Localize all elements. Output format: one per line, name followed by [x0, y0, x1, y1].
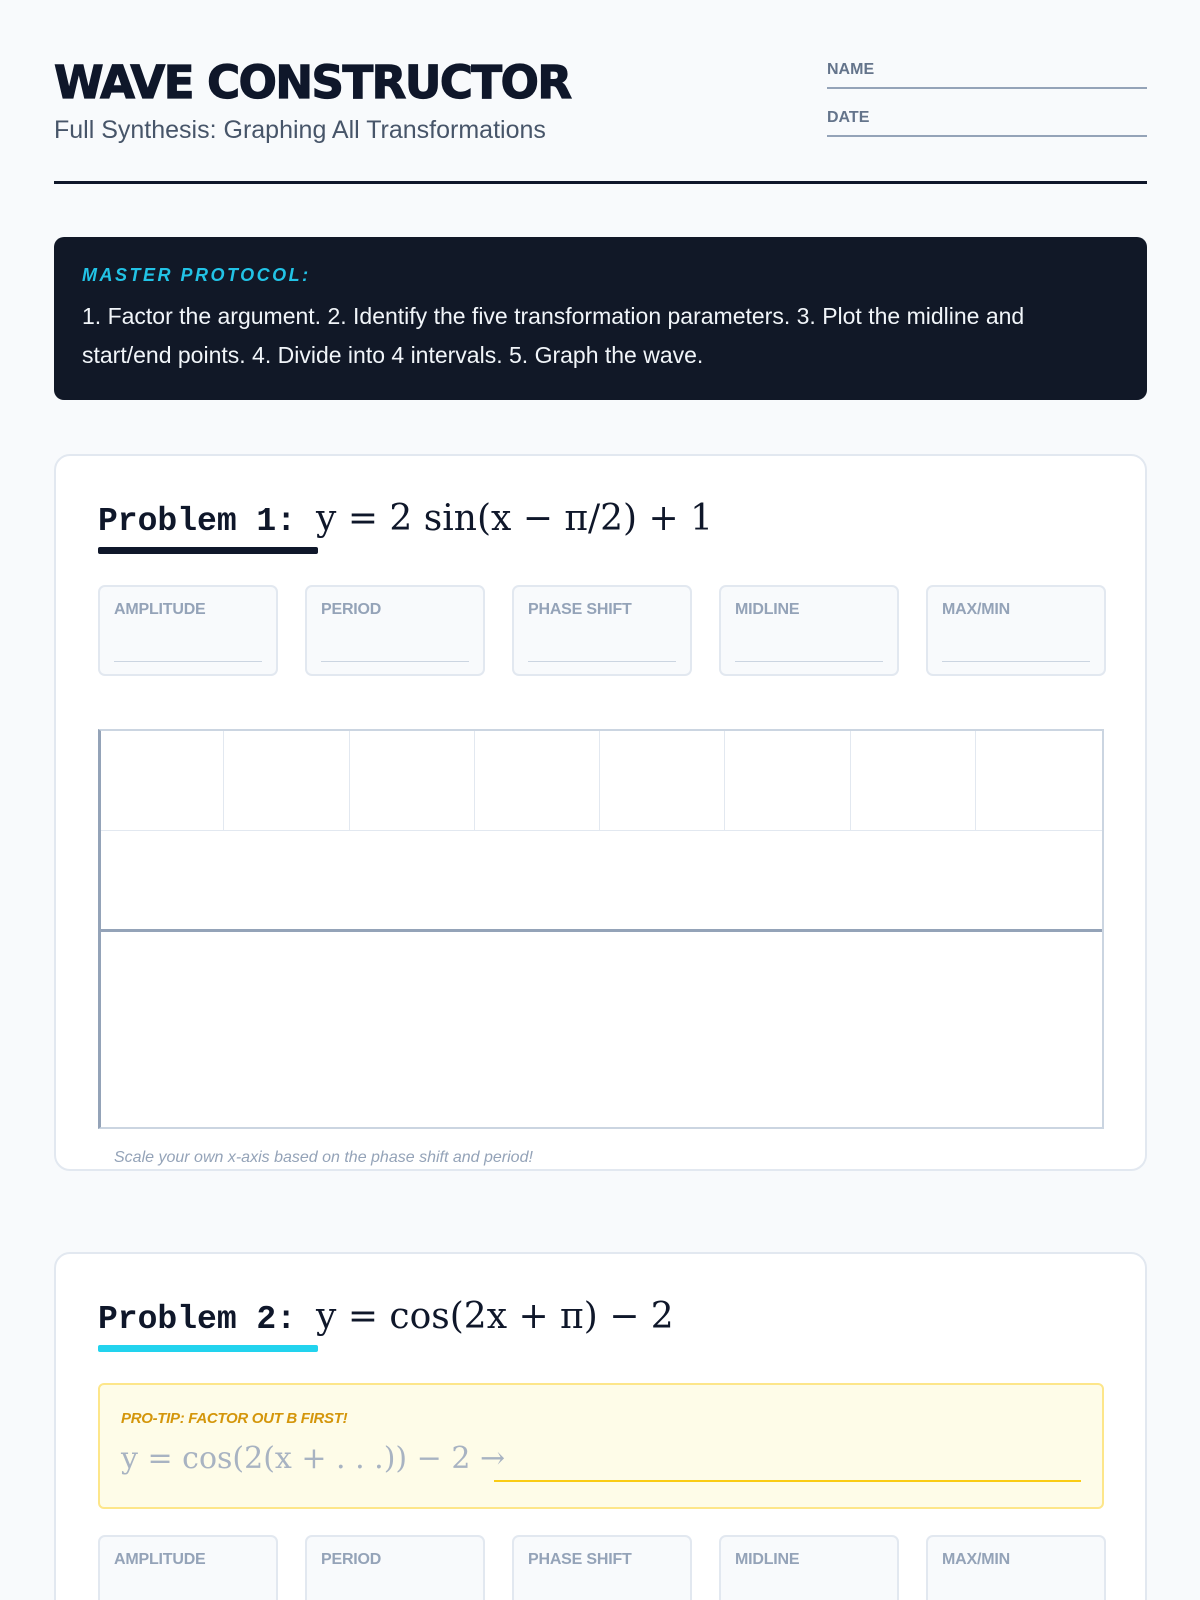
grid-line	[850, 731, 851, 830]
page-subtitle: Full Synthesis: Graphing All Transformations	[54, 116, 546, 144]
problem-2-heading	[98, 1296, 674, 1344]
pro-tip-answer-line[interactable]	[494, 1480, 1081, 1482]
max-min-box[interactable]	[926, 1535, 1106, 1600]
graph-grid[interactable]	[98, 729, 1104, 1129]
midline-label: MIDLINE	[735, 601, 800, 618]
amplitude-box[interactable]	[98, 585, 278, 676]
phase-shift-box[interactable]	[512, 585, 692, 676]
problem-2-params	[98, 1535, 1106, 1600]
phase-shift-label: PHASE SHIFT	[528, 601, 632, 618]
problem-2-label: Problem 2:	[98, 1301, 316, 1338]
page-title: WAVE CONSTRUCTOR	[54, 56, 571, 109]
phase-shift-label: PHASE SHIFT	[528, 1551, 632, 1568]
worksheet-header	[54, 56, 1147, 184]
problem-1-heading	[98, 498, 713, 546]
pro-tip-label: PRO-TIP: FACTOR OUT B FIRST!	[121, 1410, 348, 1427]
period-box[interactable]	[305, 1535, 485, 1600]
problem-2-equation: y = cos(2x + π) − 2	[316, 1296, 674, 1337]
grid-line	[101, 830, 1102, 831]
max-min-box[interactable]	[926, 585, 1106, 676]
period-label: PERIOD	[321, 601, 382, 618]
pro-tip-equation: y = cos(2(x + . . .)) − 2 →	[121, 1441, 506, 1476]
date-field[interactable]	[827, 104, 1147, 137]
problem-1-card	[54, 454, 1147, 1171]
problem-2-underline	[98, 1345, 318, 1352]
max-min-label: MAX/MIN	[942, 601, 1010, 618]
period-label: PERIOD	[321, 1551, 382, 1568]
midline-box[interactable]	[719, 585, 899, 676]
period-box[interactable]	[305, 585, 485, 676]
grid-line	[724, 731, 725, 830]
amplitude-label: AMPLITUDE	[114, 1551, 206, 1568]
problem-1-label: Problem 1:	[98, 503, 316, 540]
name-label: NAME	[827, 61, 875, 78]
protocol-label: MASTER PROTOCOL:	[82, 265, 311, 285]
midline-label: MIDLINE	[735, 1551, 800, 1568]
max-min-label: MAX/MIN	[942, 1551, 1010, 1568]
pro-tip-box	[98, 1383, 1104, 1509]
grid-note: Scale your own x-axis based on the phase shift and period!	[114, 1149, 533, 1166]
grid-line	[349, 731, 350, 830]
master-protocol-box	[54, 237, 1147, 400]
grid-line	[975, 731, 976, 830]
name-field[interactable]	[827, 56, 1147, 89]
grid-line	[223, 731, 224, 830]
amplitude-label: AMPLITUDE	[114, 601, 206, 618]
midline-box[interactable]	[719, 1535, 899, 1600]
problem-1-underline	[98, 547, 318, 554]
amplitude-box[interactable]	[98, 1535, 278, 1600]
protocol-text: 1. Factor the argument. 2. Identify the five transformation parameters. 3. Plot the midline and start/end points. 4. Divide into 4 intervals. 5. Graph the wave.	[82, 303, 1025, 368]
student-info	[827, 56, 1147, 152]
problem-2-card	[54, 1252, 1147, 1600]
grid-line	[599, 731, 600, 830]
grid-line	[474, 731, 475, 830]
problem-1-params	[98, 585, 1106, 676]
x-axis	[101, 929, 1102, 932]
date-label: DATE	[827, 109, 870, 126]
problem-1-equation: y = 2 sin(x − π/2) + 1	[316, 498, 714, 539]
phase-shift-box[interactable]	[512, 1535, 692, 1600]
